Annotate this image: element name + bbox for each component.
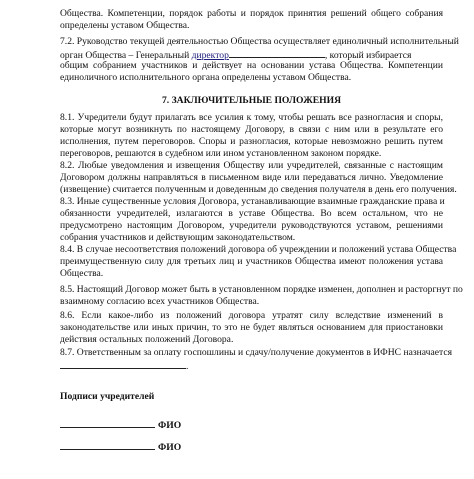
paragraph-8-4-line-3: Общества.: [60, 268, 104, 279]
responsible-person-blank[interactable]: [60, 359, 186, 369]
paragraph-8-7-line-2: [60, 359, 443, 373]
paragraph-8-6-line-1: 8.6. Если какое-либо из положений договора утратят силу вследствие изменений в: [60, 310, 443, 321]
signature-blank-1[interactable]: [60, 418, 155, 428]
paragraph-7-2-text-after: , который избирается: [324, 50, 412, 61]
signature-blank-2[interactable]: [60, 440, 155, 450]
paragraph-8-1-line-1: 8.1. Учредители будут прилагать все усилия к тому, чтобы решать все разногласия и споры,: [60, 112, 443, 123]
paragraph-8-2-line-3: (извещение) считается полученным и доведенным до сведения получателя в день его получения.: [60, 184, 457, 195]
paragraph-8-4-line-1: 8.4. В случае несоответствия положений договора об учреждении и положений устава Общества: [60, 244, 457, 255]
section-heading: 7. ЗАКЛЮЧИТЕЛЬНЫЕ ПОЛОЖЕНИЯ: [161, 95, 342, 106]
director-link[interactable]: директор: [191, 50, 229, 61]
paragraph-8-6-line-3: действия остальных положений Договора.: [60, 334, 234, 345]
paragraph-8-1-line-2: которые могут возникнуть по настоящему Договору, в связи с ним или в результате его: [60, 124, 443, 135]
paragraph-8-7-period: .: [186, 361, 189, 372]
paragraph-8-3-line-4: собрания участников и действующим законодательством.: [60, 232, 296, 243]
signature-label-1: ФИО: [158, 420, 182, 431]
paragraph-8-3-line-3: предусмотрено настоящим Договором, учредители руководствуются уставом, решениями: [60, 220, 443, 231]
paragraph-7-1-line-1: Общества. Компетенции, порядок работы и порядок принятия решений общего собрания: [60, 8, 443, 19]
paragraph-7-2-line-1: 7.2. Руководство текущей деятельностью Общества осуществляет единоличный исполнительный: [60, 36, 459, 47]
paragraph-7-2-line-4: единоличного исполнительного органа определены уставом Общества.: [60, 72, 352, 83]
paragraph-8-5-line-1: 8.5. Настоящий Договор может быть в установленном порядке изменен, дополнен и расторгнут по: [60, 284, 463, 295]
signature-line-1: [60, 418, 181, 432]
paragraph-8-2-line-1: 8.2. Любые уведомления и извещения Обществу или учредителей, связанные с настоящим: [60, 160, 443, 171]
director-name-blank[interactable]: [229, 48, 325, 58]
paragraph-7-1-line-2: определены уставом Общества.: [60, 20, 190, 31]
paragraph-8-1-line-4: переговоров, решаются в судебном или ином установленном законом порядке.: [60, 148, 382, 159]
paragraph-8-6-line-2: законодательстве или иных причин, то это не будет являться основанием для приостановки: [60, 322, 443, 333]
paragraph-8-1-line-3: исполнения, путем переговоров. Споры и разногласия, которые невозможно решить путем: [60, 136, 443, 147]
signature-label-2: ФИО: [158, 442, 182, 453]
signature-line-2: [60, 440, 181, 454]
paragraph-8-2-line-2: Договором должны направляться в письменном виде или передаваться лично. Уведомление: [60, 172, 443, 183]
paragraph-8-5-line-2: взаимному согласию всех участников Общества.: [60, 296, 260, 307]
paragraph-7-2-text-before: орган Общества – Генеральный: [60, 50, 192, 61]
paragraph-8-4-line-2: преимущественную силу для третьих лиц и участников Общества имеют положения устава: [60, 256, 443, 267]
paragraph-7-2-line-3: общим собранием участников и действует на основании устава Общества. Компетенции: [60, 60, 443, 71]
signatures-title: Подписи учредителей: [60, 391, 155, 402]
paragraph-8-3-line-2: обязанности учредителей, излагаются в уставе Общества. Во всем остальном, что не: [60, 208, 443, 219]
paragraph-8-3-line-1: 8.3. Иные существенные условия Договора, устанавливающие взаимные гражданские права и: [60, 196, 445, 207]
paragraph-8-7-line-1: 8.7. Ответственным за оплату госпошлины и сдачу/получение документов в ИФНС назначается: [60, 347, 452, 358]
